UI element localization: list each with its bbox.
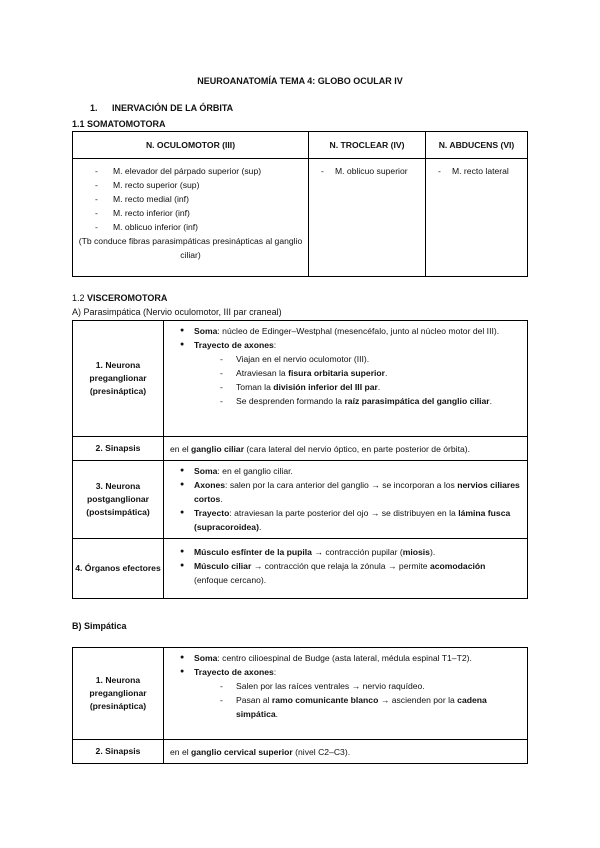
header-abducens: N. ABDUCENS (VI) (426, 132, 528, 159)
list-item (164, 338, 521, 408)
abducens-list (426, 164, 527, 178)
list-item (164, 324, 521, 338)
text: : centro cilioespinal de Budge (asta lateral, médula espinal T1–T2). (217, 653, 472, 663)
row-label: 1. Neurona preganglionar (presináptica) (73, 321, 164, 437)
term: Soma (194, 653, 218, 663)
bullet-list (164, 545, 521, 587)
list-item (194, 394, 521, 408)
cell-abducens (426, 159, 528, 277)
text: Toman la (236, 382, 274, 392)
term: ganglio cervical superior (191, 746, 293, 757)
list-item: - M. recto lateral (426, 164, 527, 178)
text: en el (170, 443, 192, 454)
cell-troclear (309, 159, 426, 277)
list-item (164, 559, 521, 587)
list-item: - M. oblicuo inferior (inf) (73, 220, 308, 234)
list-item (194, 366, 521, 380)
table-row (73, 740, 528, 764)
row-content (164, 740, 528, 764)
sub-list (194, 679, 521, 721)
text: Atraviesan la (236, 368, 289, 378)
text: . (489, 396, 493, 406)
text: (cara lateral del nervio óptico, en parte posterior de órbita). (244, 443, 470, 454)
bullet-list (164, 324, 521, 408)
text: . (258, 522, 262, 532)
document-title: NEUROANATOMÍA TEMA 4: GLOBO OCULAR IV (197, 76, 403, 86)
row-content (164, 648, 528, 740)
simpatica-table (72, 647, 528, 764)
row-label: 2. Sinapsis (73, 740, 164, 764)
visceromotora-heading: 1.2 VISCEROMOTORA (72, 293, 168, 303)
term: ramo comunicante blanco (271, 695, 379, 705)
row-label: 1. Neurona preganglionar (presináptica) (73, 648, 164, 740)
list-item (164, 545, 521, 559)
term: lámina fusca (supracoroidea) (194, 508, 511, 532)
text: : núcleo de Edinger–Westphal (mesencéfalo, junto al núcleo motor del III). (217, 326, 500, 336)
term: Trayecto de axones (194, 667, 274, 677)
section-label: INERVACIÓN DE LA ÓRBITA (112, 103, 234, 113)
list-item: - M. recto superior (sup) (73, 178, 308, 192)
oculomotor-list (73, 164, 308, 234)
term: nervios ciliares cortos (194, 480, 520, 504)
text: → contracción pupilar ( (311, 547, 403, 557)
term: miosis (402, 547, 430, 557)
list-item (164, 506, 521, 534)
somatomotora-heading: 1.1 SOMATOMOTORA (72, 119, 166, 129)
list-item: - Viajan en el nervio oculomotor (III). (194, 352, 521, 366)
term: ganglio ciliar (191, 443, 245, 454)
bullet-list (164, 651, 521, 721)
parasimpatica-table (72, 320, 528, 599)
list-item (164, 651, 521, 665)
term: Soma (194, 326, 218, 336)
list-item: - M. elevador del párpado superior (sup) (73, 164, 308, 178)
text: : salen por la cara anterior del ganglio → se incorporan a los (225, 480, 458, 490)
table-row (73, 461, 528, 539)
list-item (194, 380, 521, 394)
text: . (377, 382, 381, 392)
row-content (164, 437, 528, 461)
text: Pasan al (236, 695, 272, 705)
term: Trayecto (194, 508, 230, 518)
text: en el (170, 746, 192, 757)
term: acomodación (429, 561, 486, 571)
table-row (73, 648, 528, 740)
section-number: 1. (90, 103, 98, 113)
oculomotor-note: (Tb conduce fibras parasimpáticas presinápticas al ganglio ciliar) (78, 236, 303, 260)
list-item: - M. recto inferior (inf) (73, 206, 308, 220)
text: (enfoque cercano). (194, 575, 267, 585)
section-heading (90, 103, 233, 113)
text: : atraviesan la parte posterior del ojo → se distribuyen en la (229, 508, 459, 518)
list-item (164, 478, 521, 506)
list-item (164, 665, 521, 721)
table-row (73, 159, 528, 277)
list-item: - M. oblicuo superior (309, 164, 425, 178)
table-row (73, 437, 528, 461)
row-label: 2. Sinapsis (73, 437, 164, 461)
list-item (194, 693, 521, 721)
header-troclear: N. TROCLEAR (IV) (309, 132, 426, 159)
term: división inferior del III par (273, 382, 378, 392)
text: ). (429, 547, 436, 557)
term: Soma (194, 466, 218, 476)
term: cadena simpática (236, 695, 487, 719)
term: Axones (194, 480, 226, 490)
text: : (273, 340, 277, 350)
list-item: - M. recto medial (inf) (73, 192, 308, 206)
text: . (220, 494, 223, 504)
term: Músculo ciliar (194, 561, 252, 571)
term: fisura orbitaria superior (288, 368, 386, 378)
row-label: 4. Órganos efectores (73, 539, 164, 599)
row-content (164, 321, 528, 437)
table-header-row (73, 132, 528, 159)
text: . (385, 368, 388, 378)
term: Músculo esfínter de la pupila (194, 547, 312, 557)
list-item: - Salen por las raíces ventrales → nervio raquídeo. (194, 679, 521, 693)
row-content (164, 461, 528, 539)
simpatica-heading: B) Simpática (72, 621, 127, 631)
row-content (164, 539, 528, 599)
somatomotora-table (72, 131, 528, 277)
header-oculomotor: N. OCULOMOTOR (III) (73, 132, 309, 159)
parasimpatica-heading: A) Parasimpática (Nervio oculomotor, III par craneal) (72, 307, 282, 317)
term: raíz parasimpática del ganglio ciliar (344, 396, 490, 406)
text: . (275, 709, 279, 719)
cell-oculomotor (73, 159, 309, 277)
sub-list (194, 352, 521, 408)
text: : (273, 667, 277, 677)
text: → ascienden por la (378, 695, 458, 705)
troclear-list (309, 164, 425, 178)
bullet-list (164, 464, 521, 534)
text: : en el ganglio ciliar. (217, 466, 293, 476)
text: → contracción que relaja la zónula → permite (251, 561, 430, 571)
text: (nivel C2–C3). (292, 746, 351, 757)
table-row (73, 539, 528, 599)
text: Se desprenden formando la (236, 396, 345, 406)
term: Trayecto de axones (194, 340, 274, 350)
row-label: 3. Neurona postganglionar (postsimpática) (73, 461, 164, 539)
list-item (164, 464, 521, 478)
table-row (73, 321, 528, 437)
